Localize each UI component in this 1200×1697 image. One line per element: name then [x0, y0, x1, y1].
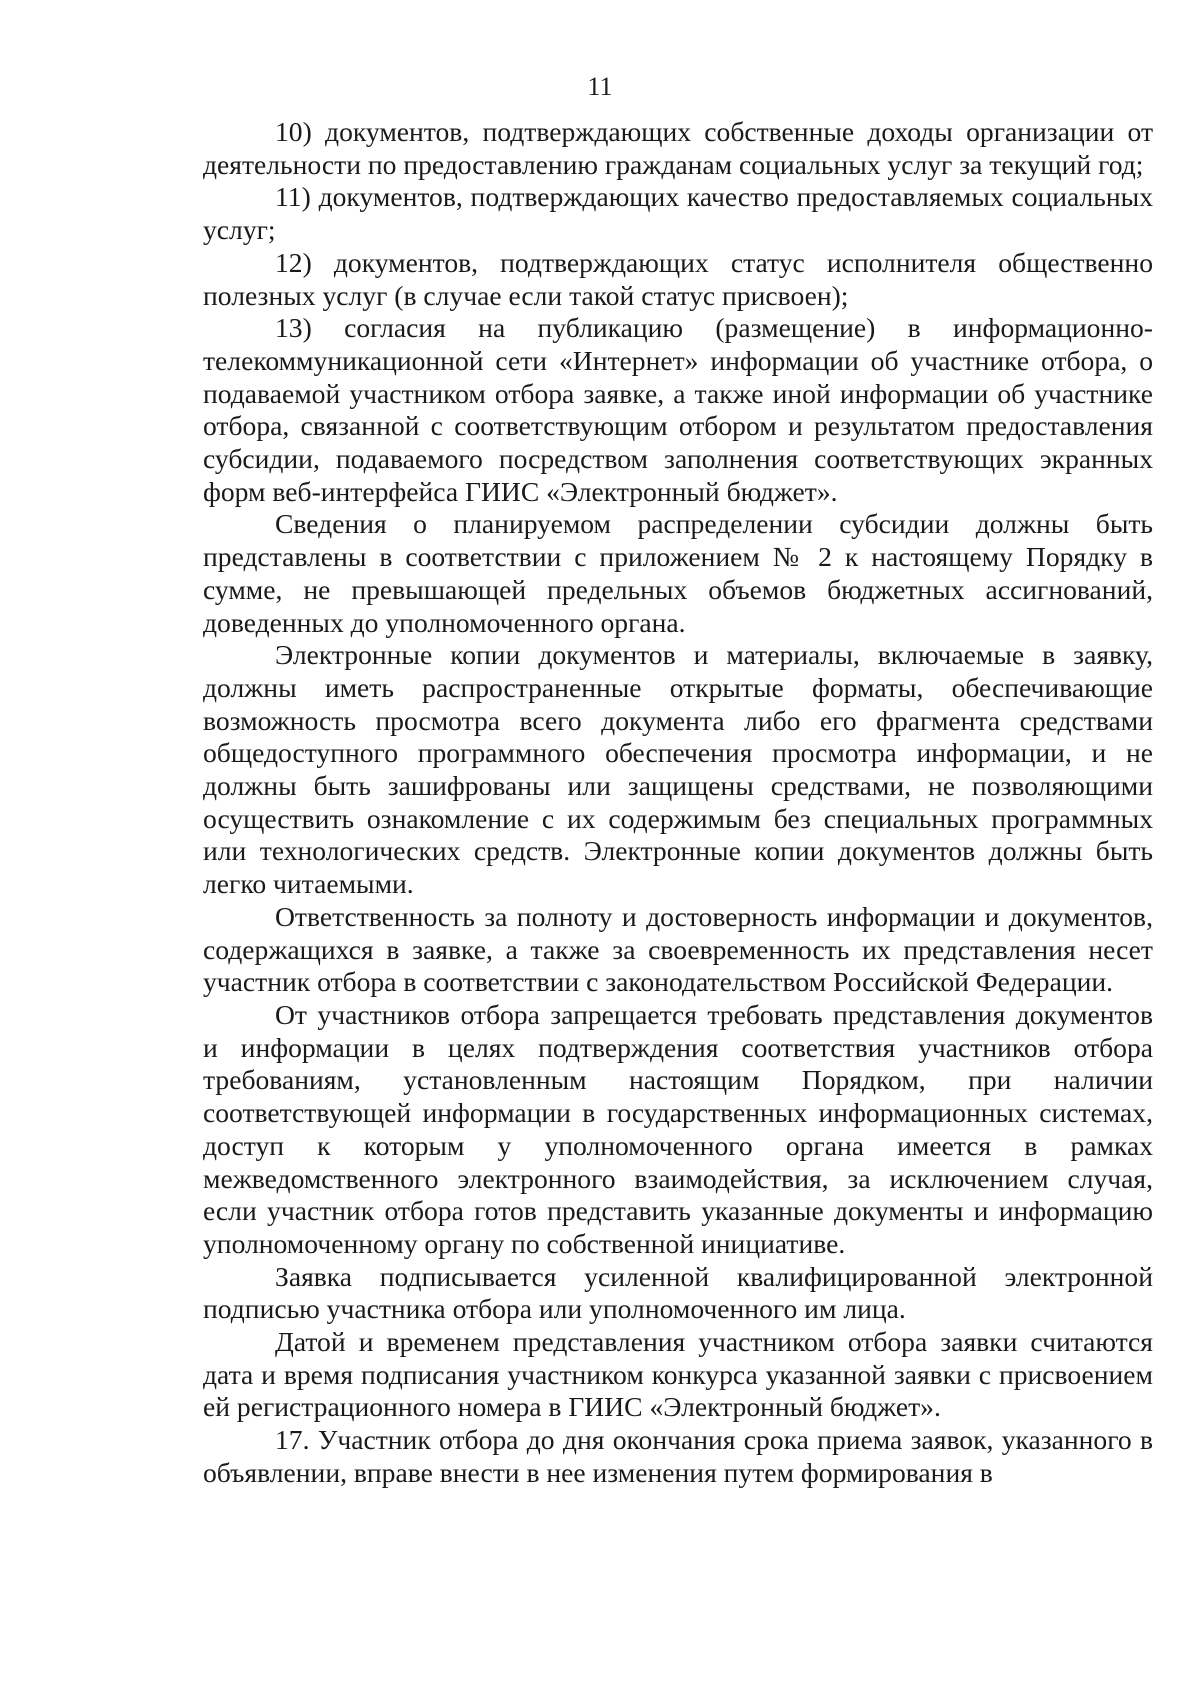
document-body: [203, 116, 1153, 1490]
paragraph-signature: Заявка подписывается усиленной квалифицированной электронной подписью участника отбора или уполномоченного им лица.: [203, 1260, 1153, 1325]
paragraph-prohibition: От участников отбора запрещается требовать представления документов и информации в целях подтверждения соответствия участников отбора требованиям, установленным настоящим Порядком, при наличии соответствующей информации в государственных информационных системах, доступ к которым у уполномоченного органа имеется в рамках межведомственного электронного взаимодействия, за исключением случая, если участник отбора готов представить указанные документы и информацию уполномоченному органу по собственной инициативе.: [203, 998, 1153, 1259]
paragraph-electronic-copies: Электронные копии документов и материалы, включаемые в заявку, должны иметь распространенные открытые форматы, обеспечивающие возможность просмотра всего документа либо его фрагмента средствами общедоступного программного обеспечения просмотра информации, и не должны быть зашифрованы или защищены средствами, не позволяющими осуществить ознакомление с их содержимым без специальных программных или технологических средств. Электронные копии документов должны быть легко читаемыми.: [203, 639, 1153, 900]
paragraph-item-13: 13) согласия на публикацию (размещение) в информационно-телекоммуникационной сети «Интернет» информации об участнике отбора, о подаваемой участником отбора заявке, а также иной информации об участнике отбора, связанной с соответствующим отбором и результатом предоставления субсидии, подаваемого посредством заполнения соответствующих экранных форм веб-интерфейса ГИИС «Электронный бюджет».: [203, 312, 1153, 507]
paragraph-item-12: 12) документов, подтверждающих статус исполнителя общественно полезных услуг (в случае если такой статус присвоен);: [203, 246, 1153, 311]
paragraph-submission-date: Датой и временем представления участником отбора заявки считаются дата и время подписания участником конкурса указанной заявки с присвоением ей регистрационного номера в ГИИС «Электронный бюджет».: [203, 1326, 1153, 1423]
paragraph-responsibility: Ответственность за полноту и достоверность информации и документов, содержащихся в заявке, а также за своевременность их представления несет участник отбора в соответствии с законодательством Российской Федерации.: [203, 900, 1153, 998]
page-number: 11: [587, 72, 613, 101]
paragraph-section-17: 17. Участник отбора до дня окончания срока приема заявок, указанного в объявлении, вправе внести в нее изменения путем формирования в: [203, 1424, 1153, 1488]
paragraph-item-11: 11) документов, подтверждающих качество предоставляемых социальных услуг;: [203, 181, 1153, 246]
paragraph-subsidy-distribution: Сведения о планируемом распределении субсидии должны быть представлены в соответствии с приложением № 2 к настоящему Порядку в сумме, не превышающей предельных объемов бюджетных ассигнований, доведенных до уполномоченного органа.: [203, 508, 1153, 638]
paragraph-item-10: 10) документов, подтверждающих собственные доходы организации от деятельности по предоставлению гражданам социальных услуг за текущий год;: [203, 116, 1153, 180]
